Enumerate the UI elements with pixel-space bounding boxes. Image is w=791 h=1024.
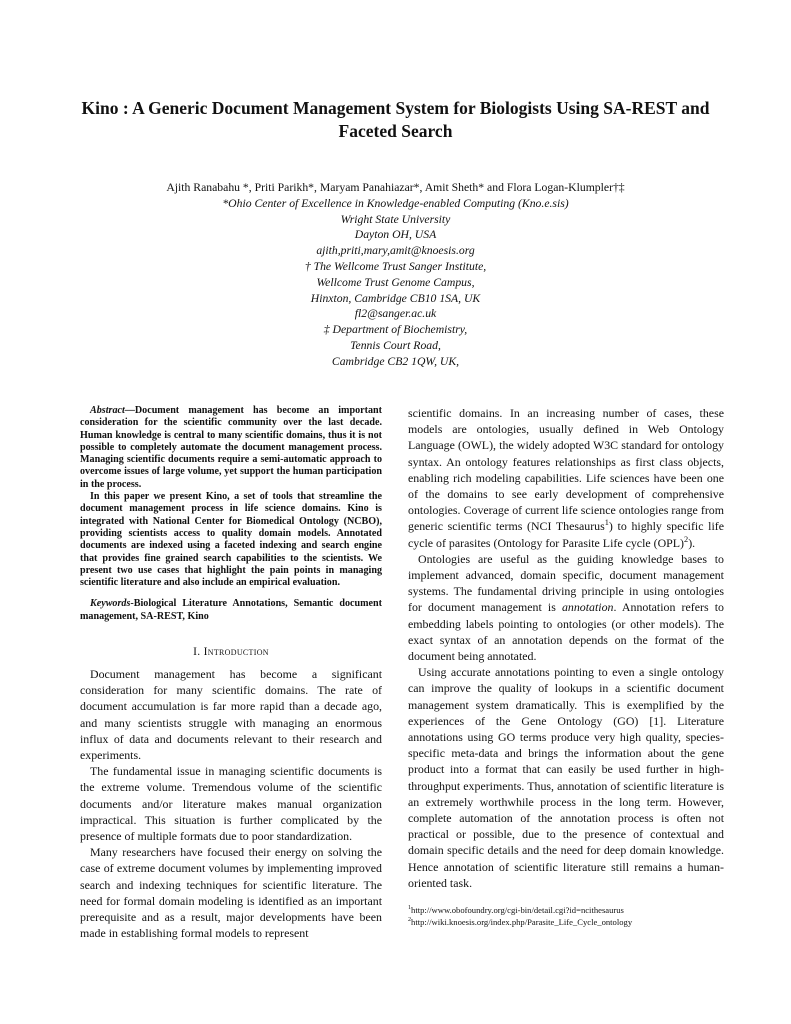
right-p1-text-b: ) to highly specific life cycle of parasites (Ontology for Parasite Life cycle (OPL) bbox=[408, 519, 724, 550]
affiliation-3-name: ‡ Department of Biochemistry, bbox=[323, 323, 468, 337]
right-column bbox=[408, 405, 724, 891]
footnote-2 bbox=[408, 917, 724, 929]
footnote-1-mark: 1 bbox=[408, 905, 412, 912]
affiliation-2-email: fl2@sanger.ac.uk bbox=[354, 307, 437, 321]
intro-paragraph-1: Document management has become a significant consideration for many scientific domains. The rate of document accumulation is far more rapid than a decade ago, and many scientists struggle with managing an enormous influx of data and documents relevant to their research and experiments. bbox=[80, 667, 382, 763]
intro-paragraph-2: The fundamental issue in managing scientific documents is the extreme volume. Tremendous volume of the scientific documents and/or literature makes manual organization impractical. This situation is further complicated by the presence of multiple formats due to poor standardization. bbox=[80, 764, 382, 844]
right-p2-text-a: Ontologies are useful as the guiding knowledge bases to implement advanced, domain specific, document management systems. The fundamental driving principle in using ontologies for document management is bbox=[408, 551, 724, 615]
footnote-2-mark: 2 bbox=[408, 916, 412, 923]
abstract-paragraph-1 bbox=[80, 405, 382, 491]
right-paragraph-3: Using accurate annotations pointing to even a single ontology can improve the quality of lookups in a scientific document management system dramatically. This is exemplified by the experiences of the Gene Ontology (GO) [1]. Literature annotations using GO terms produce very high quality, species-specific meta-data and brings the information about the gene product into a format that can easily be used further in high-throughput experiments. Thus, annotation of scientific literature is an extremely worthwhile process in the long term. However, complete automation of the annotation process is often not practical or possible, due to the presence of contextual and domain specific details and the need for deep domain knowledge. Hence annotation of scientific literature still remains a human-oriented task. bbox=[408, 665, 724, 890]
footnote-mark-2: 2 bbox=[684, 534, 689, 544]
affiliation-2-line3: Hinxton, Cambridge CB10 1SA, UK bbox=[310, 291, 481, 305]
section-number: I. bbox=[193, 646, 201, 659]
intro-paragraph-3: Many researchers have focused their energy on solving the case of extreme document volumes by implementing improved search and indexing techniques for scientific literature. The need for formal domain modeling is identified as an important prerequisite and as a result, major developments have been made in establishing formal models to represent bbox=[80, 845, 382, 941]
footnote-2-url: http://wiki.knoesis.org/index.php/Parasite_Life_Cycle_ontology bbox=[411, 916, 633, 927]
footnote-mark-1: 1 bbox=[604, 518, 609, 528]
abstract-text-1: —Document management has become an important consideration for the scientific community over the last decade. Human knowledge is central to many scientific domains, thus it is not possible to completely automate the document management process. Managing scientific documents require a semi-automatic approach to overcome issues of large volume, yet support the human participation in the process. bbox=[80, 405, 382, 490]
affiliation-1-email: ajith,priti,mary,amit@knoesis.org bbox=[316, 244, 475, 258]
keywords-lead: Keywords bbox=[90, 598, 131, 610]
affiliation-1-line2: Wright State University bbox=[340, 212, 451, 226]
footnote-1 bbox=[408, 905, 724, 917]
paper-title bbox=[60, 97, 731, 143]
affiliation-3-line2: Tennis Court Road, bbox=[350, 338, 441, 352]
abstract-lead: Abstract bbox=[90, 405, 125, 416]
affiliation-1-name: *Ohio Center of Excellence in Knowledge-enabled Computing (Kno.e.sis) bbox=[222, 196, 569, 210]
section-heading-introduction bbox=[80, 646, 382, 658]
title-line-1: Kino : A Generic Document Management System for Biologists Using SA-REST and bbox=[81, 98, 710, 118]
author-block bbox=[60, 180, 731, 370]
section-title: Introduction bbox=[203, 646, 269, 659]
footnote-1-url: http://www.obofoundry.org/cgi-bin/detail.cgi?id=ncithesaurus bbox=[411, 905, 624, 915]
affiliation-1-line3: Dayton OH, USA bbox=[354, 228, 437, 242]
right-paragraph-2 bbox=[408, 551, 724, 664]
keywords-paragraph bbox=[80, 598, 382, 623]
right-paragraph-1 bbox=[408, 405, 724, 551]
keywords-text: -Biological Literature Annotations, Semantic document management, SA-REST, Kino bbox=[80, 598, 382, 622]
affiliation-2-line2: Wellcome Trust Genome Campus, bbox=[316, 275, 475, 289]
footnotes bbox=[408, 905, 724, 928]
right-p1-text-c: ). bbox=[688, 535, 696, 550]
author-list: Ajith Ranabahu *, Priti Parikh*, Maryam Panahiazar*, Amit Sheth* and Flora Logan-Klumpler†‡ bbox=[166, 181, 625, 194]
affiliation-3-line3: Cambridge CB2 1QW, UK, bbox=[331, 354, 460, 368]
title-line-2: Faceted Search bbox=[338, 121, 453, 141]
left-column bbox=[80, 405, 382, 942]
affiliation-2-name: † The Wellcome Trust Sanger Institute, bbox=[304, 259, 487, 273]
annotation-term: annotation bbox=[561, 600, 614, 615]
right-p2-text-b: . Annotation refers to embedding labels pointing to ontologies (or other models). The exact syntax of an annotation depends on the format of the document being annotated. bbox=[408, 600, 724, 664]
abstract-paragraph-2: In this paper we present Kino, a set of tools that streamline the document management process in life science domains. Kino is integrated with National Center for Biomedical Ontology (NCBO), providing scientists access to quality domain models. Annotated documents are indexed using a faceted indexing and search engine that provides fine grained search capabilities to the scientists. We present two use cases that highlight the pain points in managing scientific literature and also include an empirical evaluation. bbox=[80, 491, 382, 589]
right-p1-text-a: scientific domains. In an increasing number of cases, these models are ontologies, usually defined in Web Ontology Language (OWL), the widely adopted W3C standard for ontology syntax. An ontology features relationships as first class objects, enabling rich modeling capabilities. Life sciences have been one of the domains to see early development of comprehensive ontologies. Coverage of current life science ontologies range from generic scientific terms (NCI Thesaurus bbox=[408, 406, 724, 534]
